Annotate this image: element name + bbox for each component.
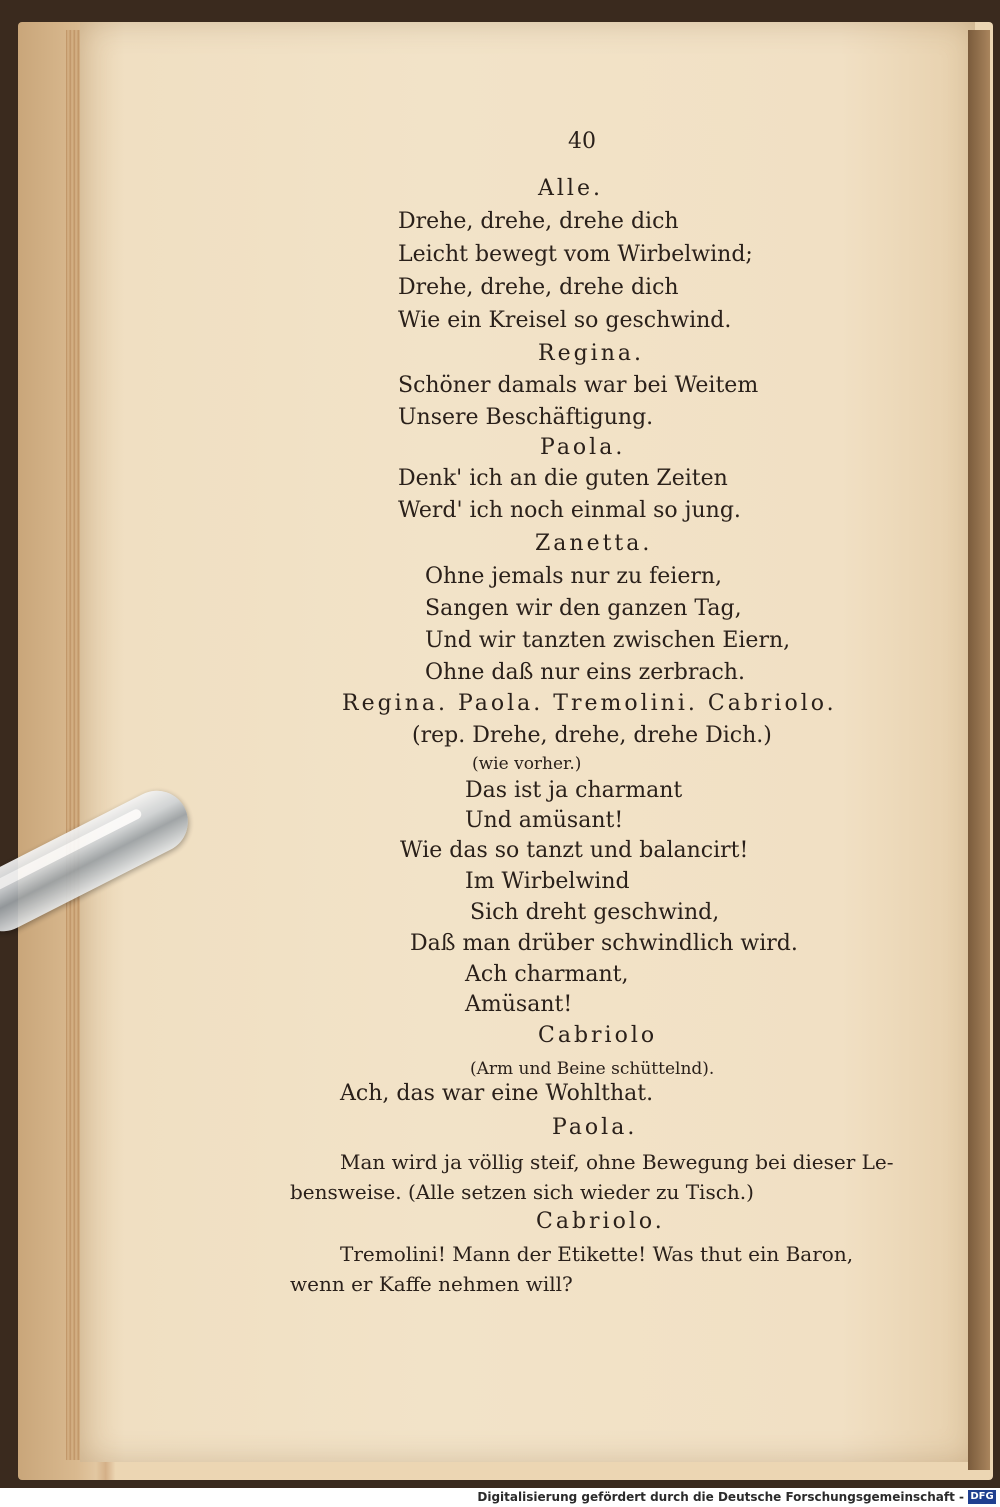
prose-line: Ach, das war eine Wohlthat. [340, 1081, 654, 1106]
speaker-label: Zanetta. [535, 531, 653, 556]
verse-line: Amüsant! [465, 992, 573, 1017]
verse-line: Sangen wir den ganzen Tag, [425, 596, 742, 621]
speaker-label: Cabriolo. [536, 1209, 665, 1234]
prose-line: wenn er Kaffe nehmen will? [290, 1272, 573, 1296]
verse-line: Ach charmant, [465, 962, 629, 987]
speaker-label: Regina. [538, 341, 644, 366]
verse-line: Wie das so tanzt und balancirt! [400, 838, 749, 863]
verse-line: Drehe, drehe, drehe dich [398, 275, 679, 300]
verse-line: Und wir tanzten zwischen Eiern, [425, 628, 791, 653]
speaker-label: Alle. [538, 176, 603, 201]
verse-line: Leicht bewegt vom Wirbelwind; [398, 242, 753, 267]
speaker-label: Paola. [552, 1115, 638, 1140]
verse-line: Und amüsant! [465, 808, 624, 833]
stage-direction: (Arm und Beine schüttelnd). [470, 1059, 715, 1079]
stage-direction: (wie vorher.) [472, 754, 582, 774]
verse-line: Unsere Beschäftigung. [398, 405, 654, 430]
dfg-logo-icon: DFG [968, 1490, 996, 1504]
speaker-label: Cabriolo [538, 1023, 658, 1048]
verse-line: Das ist ja charmant [465, 778, 683, 803]
verse-line: Im Wirbelwind [465, 869, 630, 894]
prose-line: bensweise. (Alle setzen sich wieder zu Tisch.) [290, 1180, 754, 1204]
verse-line: Ohne jemals nur zu feiern, [425, 564, 723, 589]
prose-line: Man wird ja völlig steif, ohne Bewegung bei dieser Le- [340, 1150, 894, 1174]
verse-line: Daß man drüber schwindlich wird. [410, 931, 798, 956]
footer-credit: Digitalisierung gefördert durch die Deutsche Forschungsgemeinschaft - [477, 1490, 964, 1504]
speaker-label: Paola. [540, 435, 626, 460]
verse-line: Denk' ich an die guten Zeiten [398, 466, 728, 491]
verse-line: Werd' ich noch einmal so jung. [398, 498, 741, 523]
verse-line: Sich dreht geschwind, [470, 900, 720, 925]
page-number: 40 [568, 129, 596, 154]
stage-direction: (rep. Drehe, drehe, drehe Dich.) [412, 723, 772, 748]
verse-line: Ohne daß nur eins zerbrach. [425, 660, 745, 685]
verse-line: Schöner damals war bei Weitem [398, 373, 759, 398]
speaker-label: Regina. Paola. Tremolini. Cabriolo. [342, 691, 837, 716]
prose-line: Tremolini! Mann der Etikette! Was thut ein Baron, [340, 1242, 854, 1266]
verse-line: Wie ein Kreisel so geschwind. [398, 308, 732, 333]
verse-line: Drehe, drehe, drehe dich [398, 209, 679, 234]
